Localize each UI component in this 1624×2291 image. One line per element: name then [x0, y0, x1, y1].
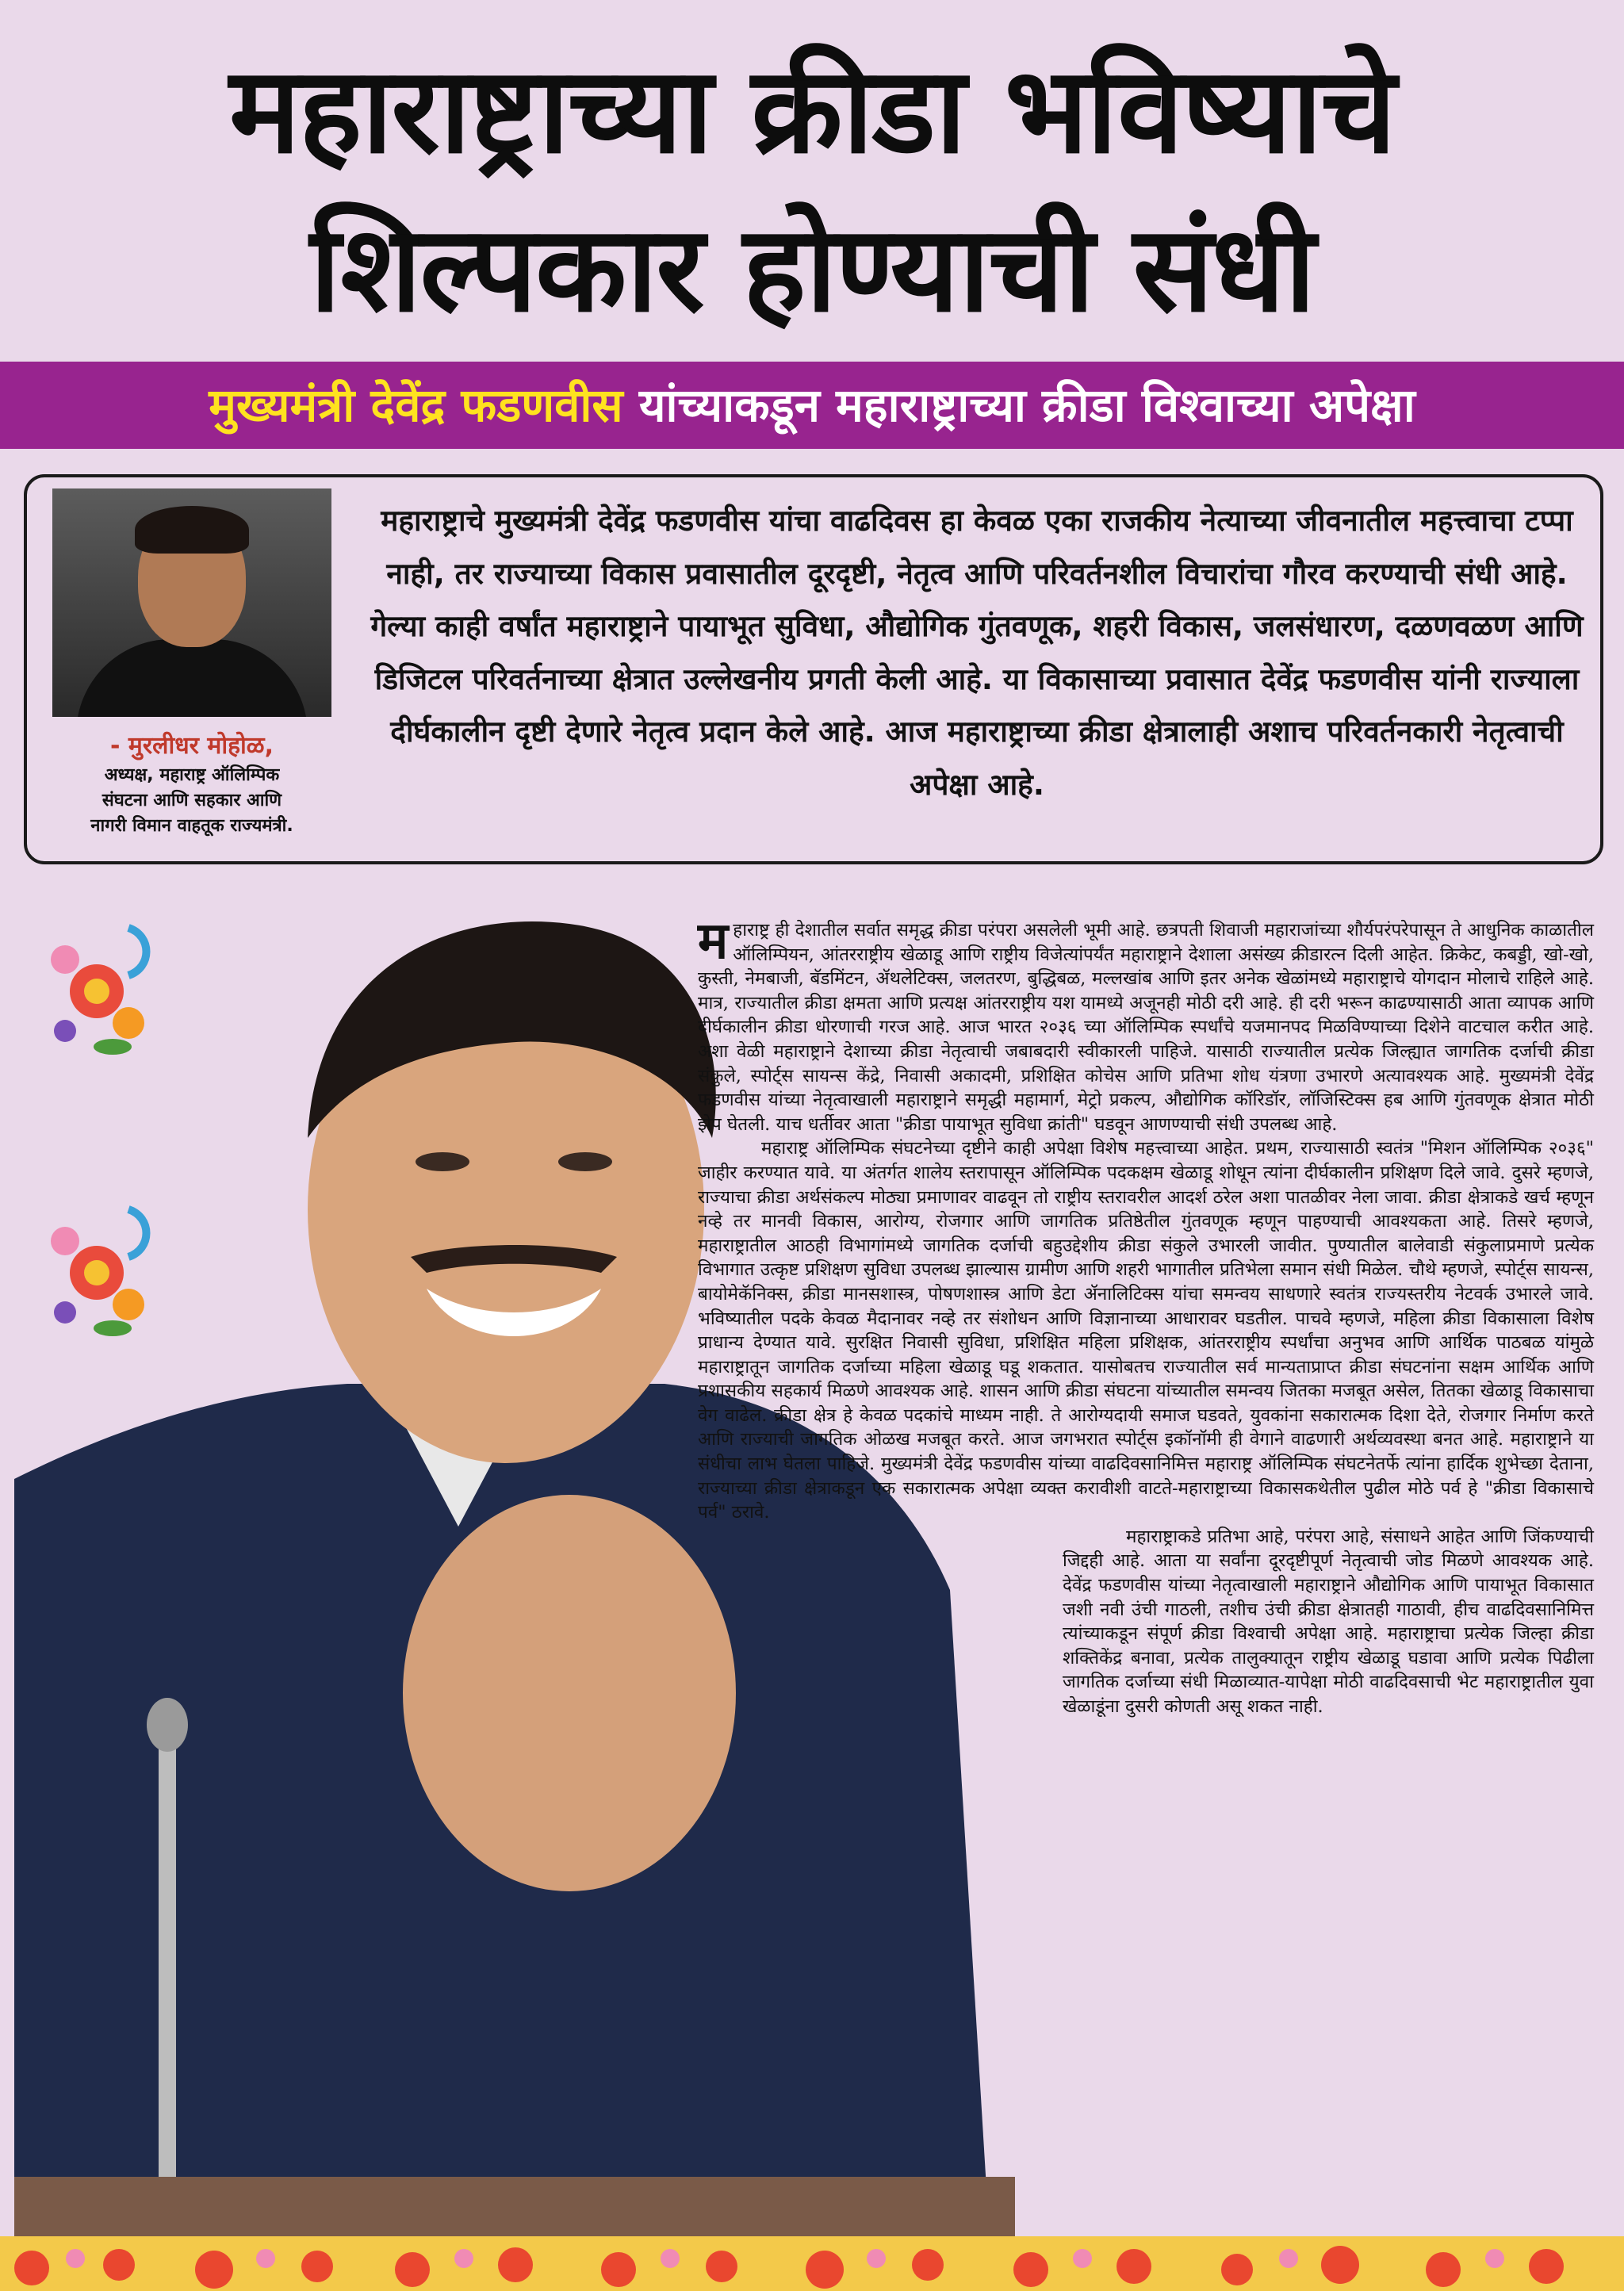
banner-highlight: मुख्यमंत्री देवेंद्र फडणवीस: [209, 378, 623, 432]
headline-line-2: शिल्पकार होण्याची संधी: [309, 201, 1315, 339]
author-role-2: संघटना आणि सहकार आणि: [102, 791, 282, 810]
subtitle-banner: [0, 362, 1624, 449]
author-name: - मुरलीधर मोहोळ,: [110, 732, 274, 760]
drop-cap: म: [698, 912, 729, 971]
article-paragraph-3: महाराष्ट्राकडे प्रतिभा आहे, परंपरा आहे, संसाधने आहेत आणि जिंकण्याची जिद्दही आहे. आता या सर्वांना दूरदृष्टीपूर्ण नेतृत्वाची जोड मिळणे आवश्यक आहे. देवेंद्र फडणवीस यांच्या नेतृत्वाखाली महाराष्ट्राने औद्योगिक आणि पायाभूत विकासात जशी नवी उंची गाठली, तशीच उंची क्रीडा क्षेत्रातही गाठावी, हीच वाढदिवसानिमित्त त्यांच्याकडून संपूर्ण क्रीडा विश्वाची अपेक्षा आहे. महाराष्ट्राचा प्रत्येक जिल्हा क्रीडा शक्तिकेंद्र बनावा, प्रत्येक तालुक्यातून राष्ट्रीय खेळाडू घडावा आणि प्रत्येक पिढीला जागतिक दर्जाच्या संधी मिळाव्यात-यापेक्षा मोठी वाढदिवसाची भेट महाराष्ट्रातील युवा खेळाडूंना दुसरी कोणती असू शकत नाही.: [1063, 1526, 1594, 1717]
article-paragraph-2: महाराष्ट्र ऑलिम्पिक संघटनेच्या दृष्टीने काही अपेक्षा विशेष महत्त्वाच्या आहेत. प्रथम, राज्यासाठी स्वतंत्र "मिशन ऑलिम्पिक २०३६" जाहीर करण्यात यावे. या अंतर्गत शालेय स्तरापासून ऑलिम्पिक पदकक्षम खेळाडू शोधून त्यांना दीर्घकालीन प्रशिक्षण दिले जावे. दुसरे म्हणजे, राज्याचा क्रीडा अर्थसंकल्प मोठ्या प्रमाणावर वाढवून तो राष्ट्रीय स्तरावरील आदर्श ठरेल अशा पातळीवर नेला जावा. क्रीडा क्षेत्राकडे खर्च म्हणून नव्हे तर मानवी विकास, आरोग्य, रोजगार आणि जागतिक प्रतिष्ठेतील गुंतवणूक म्हणून पाहण्याची आवश्यकता आहे. तिसरे म्हणजे, महाराष्ट्रातील आठही विभागांमध्ये जागतिक दर्जाची बहुउद्देशीय क्रीडा संकुले उभारली जावीत. पुण्यातील बालेवाडी संकुलाप्रमाणे प्रत्येक विभागात उत्कृष्ट प्रशिक्षण सुविधा उपलब्ध झाल्यास ग्रामीण आणि शहरी भागातील प्रतिभेला समान संधी मिळेल. चौथे म्हणजे, स्पोर्ट्स सायन्स, बायोमेकॅनिक्स, क्रीडा मानसशास्त्र, पोषणशास्त्र आणि डेटा ॲनालिटिक्स यांचा समन्वय साधणारे स्वतंत्र राज्यस्तरीय नेटवर्क उभारले जावे. भविष्यातील पदके केवळ मैदानावर नव्हे तर संशोधन आणि विज्ञानाच्या आधारावर घडतील. पाचवे म्हणजे, महिला क्रीडा विकासाला विशेष प्राधान्य देण्यात यावे. सुरक्षित निवासी सुविधा, प्रशिक्षित महिला प्रशिक्षक, आंतरराष्ट्रीय स्पर्धांचा अनुभव आणि आर्थिक पाठबळ यांमुळे महाराष्ट्रातून जागतिक दर्जाच्या महिला खेळाडू घडू शकतात. यासोबतच राज्यातील सर्व मान्यताप्राप्त क्रीडा संघटनांना सक्षम आर्थिक आणि प्रशासकीय सहकार्य मिळणे आवश्यक आहे. शासन आणि क्रीडा संघटना यांच्यातील समन्वय जितका मजबूत असेल, तितका खेळाडू विकासाचा वेग वाढेल. क्रीडा क्षेत्र हे केवळ पदकांचे माध्यम नाही. ते आरोग्यदायी समाज घडवते, युवकांना सकारात्मक दिशा देते, रोजगार निर्माण करते आणि राज्याची जागतिक ओळख मजबूत करते. आज जगभरात स्पोर्ट्स इकॉनॉमी ही वेगाने वाढणारी अर्थव्यवस्था बनत आहे. महाराष्ट्राने या संधीचा लाभ घेतला पाहिजे. मुख्यमंत्री देवेंद्र फडणवीस यांच्या वाढदिवसानिमित्त महाराष्ट्र ऑलिम्पिक संघटनेतर्फे त्यांना हार्दिक शुभेच्छा देताना, राज्याच्या क्रीडा क्षेत्राकडून एक सकारात्मक अपेक्षा व्यक्त करावीशी वाटते-महाराष्ट्राच्या विकासकथेतील पुढील मोठे पर्व हे "क्रीडा विकासाचे पर्व" ठरावे.: [698, 1138, 1594, 1523]
flower-border-footer: [0, 2236, 1624, 2291]
article-body: [698, 912, 1594, 1719]
author-portrait: [52, 488, 331, 717]
intro-box: [24, 474, 1603, 864]
headline-line-1: महाराष्ट्राच्या क्रीडा भविष्याचे: [229, 42, 1395, 180]
author-byline: [38, 730, 346, 839]
banner-text: यांच्याकडून महाराष्ट्राच्या क्रीडा विश्वाच्या अपेक्षा: [622, 378, 1415, 432]
article-paragraph-1: [698, 912, 1594, 1136]
author-role-1: अध्यक्ष, महाराष्ट्र ऑलिम्पिक: [104, 765, 280, 785]
author-role-3: नागरी विमान वाहतूक राज्यमंत्री.: [90, 816, 293, 836]
headline: [0, 32, 1624, 349]
article-paragraph-1-text: हाराष्ट्र ही देशातील सर्वात समृद्ध क्रीडा परंपरा असलेली भूमी आहे. छत्रपती शिवाजी महाराजांच्या शौर्यपरंपरेपासून ते आधुनिक काळातील ऑलिम्पियन, आंतरराष्ट्रीय खेळाडू आणि राष्ट्रीय विजेत्यांपर्यंत महाराष्ट्राने देशाला असंख्य क्रीडारत्न दिली आहेत. क्रिकेट, कबड्डी, खो-खो, कुस्ती, नेमबाजी, बॅडमिंटन, ॲथलेटिक्स, जलतरण, बुद्धिबळ, मल्लखांब आणि इतर अनेक खेळांमध्ये महाराष्ट्राचे योगदान मोलाचे राहिले आहे. मात्र, राज्यातील क्रीडा क्षमता आणि प्रत्यक्ष आंतरराष्ट्रीय यश यामध्ये अजूनही मोठी दरी आहे. ही दरी भरून काढण्यासाठी आता व्यापक आणि दीर्घकालीन क्रीडा धोरणाची गरज आहे. आज भारत २०३६ च्या ऑलिम्पिक स्पर्धांचे यजमानपद मिळविण्याच्या दिशेने वाटचाल करीत आहे. अशा वेळी महाराष्ट्राने देशाच्या क्रीडा नेतृत्वाची जबाबदारी स्वीकारली पाहिजे. यासाठी राज्यातील प्रत्येक जिल्ह्यात जागतिक दर्जाची क्रीडा संकुले, स्पोर्ट्स सायन्स केंद्रे, निवासी अकादमी, प्रशिक्षित कोचेस आणि प्रतिभा शोध यंत्रणा उभारणे अत्यावश्यक आहे. मुख्यमंत्री देवेंद्र फडणवीस यांच्या नेतृत्वाखाली महाराष्ट्राने समृद्धी महामार्ग, मेट्रो प्रकल्प, औद्योगिक कॉरिडॉर, लॉजिस्टिक्स हब आणि गुंतवणूक क्षेत्रात मोठी झेप घेतली. याच धर्तीवर आता "क्रीडा पायाभूत सुविधा क्रांती" घडवून आणण्याची संधी उपलब्ध आहे.: [698, 920, 1594, 1135]
intro-paragraph: महाराष्ट्राचे मुख्यमंत्री देवेंद्र फडणवीस यांचा वाढदिवस हा केवळ एका राजकीय नेत्याच्या जीवनातील महत्त्वाचा टप्पा नाही, तर राज्याच्या विकास प्रवासातील दूरदृष्टी, नेतृत्व आणि परिवर्तनशील विचारांचा गौरव करण्याची संधी आहे. गेल्या काही वर्षांत महाराष्ट्राने पायाभूत सुविधा, औद्योगिक गुंतवणूक, शहरी विकास, जलसंधारण, दळणवळण आणि डिजिटल परिवर्तनाच्या क्षेत्रात उल्लेखनीय प्रगती केली आहे. या विकासाच्या प्रवासात देवेंद्र फडणवीस यांनी राज्याला दीर्घकालीन दृष्टी देणारे नेतृत्व प्रदान केले आहे. आज महाराष्ट्राच्या क्रीडा क्षेत्रालाही अशाच परिवर्तनकारी नेतृत्वाची अपेक्षा आहे.: [370, 504, 1584, 802]
